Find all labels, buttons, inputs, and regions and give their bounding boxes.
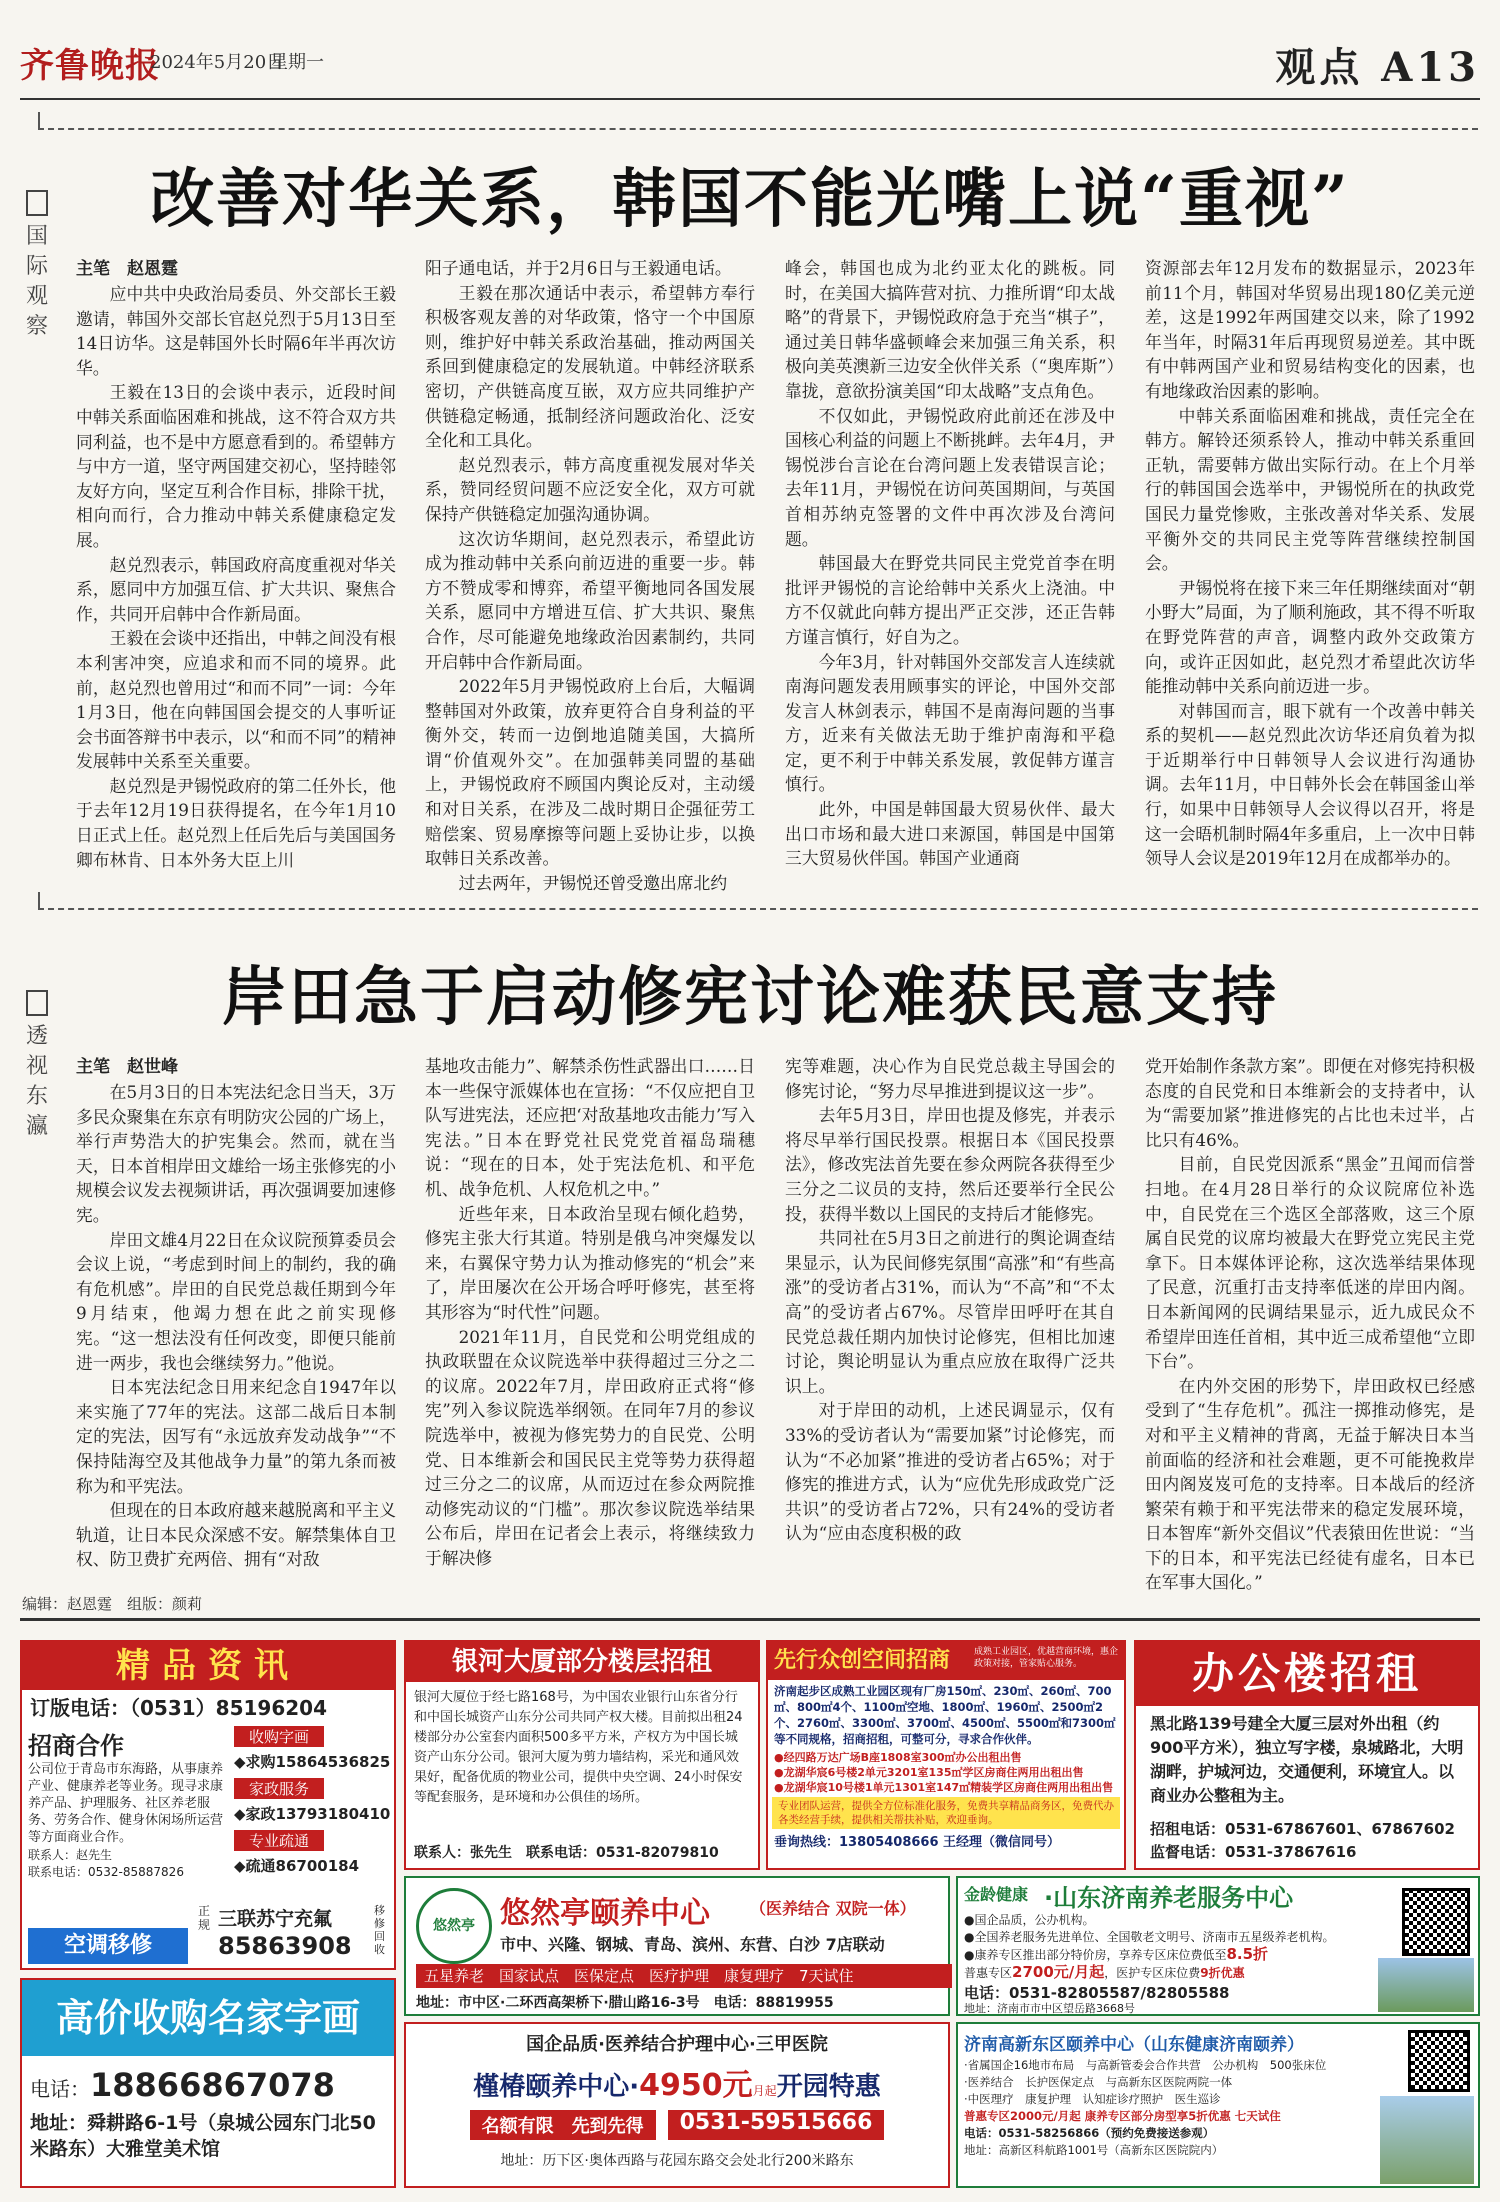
article2-byline: 主笔 赵世峰 xyxy=(76,1057,178,1077)
paragraph: 韩国最大在野党共同民主党党首李在明批评尹锡悦的言论给韩中关系火上浇油。中方不仅就此向韩方提出严正交涉，还正告韩方谨言慎行，好自为之。 xyxy=(785,553,1115,647)
paragraph: 2022年5月尹锡悦政府上台后，大幅调整韩国对外政策，放弃更符合自身利益的平衡外交，转而一边倒地追随美国，大搞所谓“价值观外交”。在加强韩美同盟的基础上，尹锡悦政府不顾国内舆论反对，主动缓和对日关系，在涉及二战时期日企强征劳工赔偿案、贸易摩擦等问题上妥协让步，以换取韩日关系改善。 xyxy=(425,676,755,869)
ad-youran xyxy=(404,1876,950,2016)
ad-calligraphy-addr-label: 地址： xyxy=(30,2112,88,2134)
paragraph: 王毅在13日的会谈中表示，近段时间中韩关系面临困难和挑战，这不符合双方共同利益，也不是中方愿意看到的。希望韩方与中方一道，坚守两国建交初心，坚持睦邻友好方向，坚定互利合作目标，排除干扰，相向而行，合力推动中韩关系健康稳定发展。 xyxy=(76,382,396,550)
article1-column-text: 国际观察 xyxy=(26,224,49,339)
ad-jinling-l2: ●全国养老服务先进单位、全国敬老文明号、济南市五星级养老机构。 xyxy=(964,1930,1335,1944)
ad-youran-badges: 五星养老 国家试点 医保定点 医疗护理 康复理疗 7天试住 xyxy=(416,1964,952,1988)
article1-col4 xyxy=(1145,256,1475,868)
paragraph: 阳子通电话，并于2月6日与王毅通电话。 xyxy=(425,258,732,278)
column-box-icon-2 xyxy=(26,990,48,1016)
ad-jingpin-phone: 订版电话：（0531）85196204 xyxy=(30,1696,327,1720)
masthead-rule xyxy=(20,98,1480,100)
article2-column-label xyxy=(22,990,52,1142)
ad-yinhe xyxy=(404,1640,760,1870)
ad-jinling-title: ·山东济南养老服务中心 xyxy=(1044,1884,1294,1912)
ad-youran-logo: 悠然亭 xyxy=(416,1888,492,1964)
ad-gaoxin-l2: ·医养结合 长护医保定点 与高新东区医院两院一体 xyxy=(964,2075,1233,2089)
article2-column-text: 透视东瀛 xyxy=(26,1024,49,1139)
issue-weekday: 星期一 xyxy=(270,52,324,73)
ad-jinling-l4: 普惠专区 xyxy=(964,1966,1013,1980)
mid-dashed-rule xyxy=(38,908,1478,910)
ad-home-phone: ◆家政13793180410 xyxy=(234,1805,391,1823)
ad-gaoxin-l3: ·中医理疗 康复护理 认知症诊疗照护 医生巡诊 xyxy=(964,2092,1221,2106)
paragraph: 王毅在会谈中还指出，中韩之间没有根本利害冲突，应追求和而不同的境界。此前，赵兑烈也曾用过“和而不同”一词：今年1月3日，他在向韩国国会提交的人事听证会书面答辩书中表示，以“和而不同”的精神发展韩中关系至关重要。 xyxy=(76,628,396,772)
paragraph: 宪等难题，决心作为自民党总裁主导国会的修宪讨论，“努力尽早推进到提议这一步”。 xyxy=(785,1056,1115,1101)
ad-youran-title: 悠然亭颐养中心 xyxy=(500,1896,710,1931)
ad-office-title: 办公楼招租 xyxy=(1136,1642,1478,1706)
ad-calligraphy xyxy=(20,1978,396,2188)
article1-col2 xyxy=(425,256,755,893)
paragraph: 对于岸田的动机，上述民调显示，仅有33%的受访者认为“需要加紧”讨论修宪，而认为“不必加紧”推进的受访者占65%；对于修宪的推进方式，认为“应优先形成政党广泛共识”的受访者占72%，只有24%的受访者认为“应由态度积极的政 xyxy=(785,1400,1115,1544)
article2-col3 xyxy=(785,1054,1115,1572)
ad-office xyxy=(1134,1640,1480,1870)
ad-buy-tag: 收购字画 xyxy=(234,1726,324,1747)
paragraph: 不仅如此，尹锡悦政府此前还在涉及中国核心利益的问题上不断挑衅。去年4月，尹锡悦涉台言论在台湾问题上发表错误言论；去年11月，尹锡悦在访问英国期间，与英国首相苏纳克签署的文件中再次涉及台湾问题。 xyxy=(785,405,1115,549)
paragraph: 此外，中国是韩国最大贸易伙伴、最大出口市场和最大进口来源国，韩国是中国第三大贸易伙伴国。韩国产业通商 xyxy=(785,799,1115,869)
ad-xianxing-body: 济南起步区成熟工业园区现有厂房150㎡、230㎡、260㎡、700㎡、800㎡4个、1100㎡空地、1800㎡、1960㎡、2500㎡2个、2760㎡、3300㎡、3700㎡、4500㎡、5500㎡和7300㎡等不同规格，招商招租，可整可分，寻求合作伙伴。 xyxy=(774,1684,1116,1746)
ad-jinchun-price: 4950元 xyxy=(639,2068,753,2103)
paragraph: 今年3月，针对韩国外交部发言人连续就南海问题发表用顾事实的评论，中国外交部发言人林剑表示，韩国不是南海问题的当事方，近来有关做法无助于维护南海和平稳定，更不利于中韩关系发展，敦促韩方谨言慎行。 xyxy=(785,651,1115,795)
paragraph: 过去两年，尹锡悦还曾受邀出席北约 xyxy=(458,872,728,893)
ad-home-tag: 家政服务 xyxy=(234,1778,324,1799)
editor-credit: 编辑：赵恩霆 组版：颜莉 xyxy=(22,1595,203,1613)
paragraph: 去年5月3日，岸田也提及修宪，并表示将尽早举行国民投票。根据日本《国民投票法》，修改宪法首先要在参众两院各获得至少三分之二议员的支持，然后还要举行全民公投，获得半数以上国民的支持后才能修宪。 xyxy=(785,1105,1115,1224)
rule-corner-2 xyxy=(38,892,40,910)
paragraph: 基地攻击能力”、解禁杀伤性武器出口……日本一些保守派媒体也在宣扬：“不仅应把自卫队写进宪法，还应把‘对敌基地攻击能力’写入宪法。”日本在野党社民党党首福岛瑞穗说：“现在的日本，处于宪法危机、和平危机、战争危机、人权危机之中。” xyxy=(425,1056,755,1199)
top-dashed-rule xyxy=(38,128,1478,130)
paragraph: 日本宪法纪念日用来纪念自1947年以来实施了77年的宪法。这部二战后日本制定的宪法，因写有“永远放弃发动战争”“不保持陆海空及其他战争力量”的第九条而被称为和平宪法。 xyxy=(76,1377,396,1496)
paragraph: 峰会，韩国也成为北约亚太化的跳板。同时，在美国大搞阵营对抗、力推所谓“印太战略”的背景下，尹锡悦政府急于充当“棋子”，通过美日韩华盛顿峰会来加强三角关系，积极向美英澳新三边安全伙伴关系（“奥库斯”）靠拢，意欲扮演美国“印太战略”支点角色。 xyxy=(785,258,1115,401)
ad-ac-note: 正规 xyxy=(198,1904,211,1932)
paragraph: 近些年来，日本政治呈现右倾化趋势，修宪主张大行其道。特别是俄乌冲突爆发以来，右翼保守势力认为推动修宪的“机会”来了，岸田屡次在公开场合呼吁修宪，甚至将其形容为“时代性”问题。 xyxy=(425,1203,755,1322)
ad-xianxing-hotline: 垂询热线：13805408666 王经理（微信同号） xyxy=(774,1835,1061,1850)
issue-date: 2024年5月20日 xyxy=(150,52,285,73)
ad-jinling-l4c: ，医护专区床位费 xyxy=(1104,1966,1201,1980)
ad-gaoxin-phone: 电话：0531-58256866（预约免费接送参观） xyxy=(964,2126,1215,2140)
ad-yinhe-title: 银河大厦部分楼层招租 xyxy=(406,1642,758,1682)
ad-jinling-qr-code xyxy=(1402,1888,1470,1956)
article2-col2 xyxy=(425,1054,755,1572)
ad-ac-company: 三联苏宁充氟 xyxy=(218,1908,333,1930)
paragraph: 对韩国而言，眼下就有一个改善中韩关系的契机——赵兑烈此次访华还肩负着为拟于近期举行中日韩领导人会议进行沟通协调。去年11月，中日韩外长会在韩国釜山举行，如果中日韩领导人会议得以召开，将是这一会晤机制时隔4年多重启，上一次中日韩领导人会议是2019年12月在成都举办的。 xyxy=(1145,700,1475,869)
article2-col4 xyxy=(1145,1054,1475,1593)
ad-gaoxin xyxy=(956,2022,1480,2188)
paragraph: 中韩关系面临困难和挑战，责任完全在韩方。解铃还须系铃人，推动中韩关系重回正轨，需要韩方做出实际行动。在上个月举行的韩国国会选举中，尹锡悦所在的执政党国民力量党惨败，主张改善对华关系、发展平衡外交的共同民主党等阵营继续控制国会。 xyxy=(1145,405,1475,574)
ad-jinling-l4b: 2700元/月起 xyxy=(1012,1963,1105,1981)
ad-jinchun-phone: 0531-59515666 xyxy=(668,2110,885,2140)
ad-xianxing xyxy=(766,1640,1126,1870)
ad-ac-tag: 空调移修 xyxy=(28,1928,188,1964)
ad-gaoxin-addr: 地址：高新区科航路1001号（高新东区医院院内） xyxy=(964,2143,1224,2157)
ad-calligraphy-addr: 舜耕路6-1号（泉城公园东门北50米路东）大雅堂美术馆 xyxy=(30,2112,376,2160)
paragraph: 共同社在5月3日之前进行的舆论调查结果显示，认为民间修宪氛围“高涨”和“有些高涨”的受访者占31%，而认为“不高”和“不太高”的受访者占67%。尽管岸田呼吁在其自民党总裁任期内加快讨论修宪，但相比加速讨论，舆论明显认为重点应放在取得广泛共识上。 xyxy=(785,1228,1115,1396)
article1-col1 xyxy=(76,282,396,868)
ad-xianxing-tag: 成熟工业园区，优越营商环境，惠企政策对接，管家贴心服务。 xyxy=(974,1647,1119,1669)
ad-xianxing-l4: 专业团队运营，提供全方位标准化服务，免费共享精品商务区，免费代办各类经营手续，提供相关帮扶补贴，欢迎垂询。 xyxy=(772,1797,1120,1829)
article1-byline: 主笔 赵恩霆 xyxy=(76,259,178,279)
ad-gaoxin-building-photo xyxy=(1380,2096,1474,2184)
ad-jinchun-addr: 地址：历下区·奥体西路与花园东路交会处北行200米路东 xyxy=(500,2153,854,2169)
ad-office-phone2: 监督电话：0531-37867616 xyxy=(1150,1843,1357,1861)
paragraph: 赵兑烈表示，韩方高度重视发展对华关系，赞同经贸问题不应泛安全化，双方可就保持产供链稳定加强沟通协调。 xyxy=(425,454,755,524)
paragraph: 在5月3日的日本宪法纪念日当天，3万多民众聚集在东京有明防灾公园的广场上，举行声势浩大的护宪集会。然而，就在当天，日本首相岸田文雄给一场主张修宪的小规模会议发去视频讲话，再次强调要加速修宪。 xyxy=(76,1082,396,1225)
ad-calligraphy-big: 高价收购名家字画 xyxy=(22,1980,394,2056)
rule-corner xyxy=(38,112,40,130)
ad-recruit-body: 公司位于青岛市东海路，从事康养产业、健康养老等业务。现寻求康养产品、护理服务、社区养老服务、劳务合作、健身休闲场所运营等方面商业合作。 xyxy=(28,1762,224,1845)
footer-rule xyxy=(20,1618,1480,1621)
ad-recruit-contact-phone: 联系电话：0532-85887826 xyxy=(28,1865,184,1879)
ad-jinchun-title: 槿椿颐养中心· xyxy=(473,2072,640,2102)
paragraph: 王毅在那次通话中表示，希望韩方奉行积极客观友善的对华政策，恪守一个中国原则，维护好中韩关系政治基础，推动两国关系回到健康稳定的发展轨道。中韩经济联系密切，产供链高度互嵌，双方应共同维护产供链稳定畅通，抵制经济问题政治化、泛安全化和工具化。 xyxy=(425,282,755,451)
ad-calligraphy-phone-label: 电话： xyxy=(30,2077,90,2101)
ad-buy-phone: ◆求购15864536825 xyxy=(234,1753,391,1771)
paragraph: 这次访华期间，赵兑烈表示，希望此访成为推动韩中关系向前迈进的重要一步。韩方不赞成零和博弈，希望平衡地同各国发展关系，愿同中方增进互信、扩大共识、聚焦合作，尽可能避免地缘政治因素制约，共同开启韩中合作新局面。 xyxy=(425,528,755,672)
section-page: 观点 A13 xyxy=(1275,44,1480,91)
ad-youran-tag: （医养结合 双院一体） xyxy=(750,1899,916,1918)
ad-jinling-l3b: 8.5折 xyxy=(1226,1945,1269,1963)
paragraph: 应中共中央政治局委员、外交部长王毅邀请，韩国外交部长官赵兑烈于5月13日至14日访华。这是韩国外长时隔6年半再次访华。 xyxy=(76,284,396,378)
ad-gaoxin-l1: ·省属国企16地市布局 与高新管委会合作共营 公办机构 500张床位 xyxy=(964,2058,1327,2072)
column-box-icon xyxy=(26,190,48,216)
article1-column-label xyxy=(22,190,52,342)
ad-ac-side: 移修回收 xyxy=(374,1904,385,1956)
ad-jinling-l3: ●康养专区推出部分特价房，享养专区床位费低至 xyxy=(964,1948,1227,1962)
ad-jinchun-open: 开园特惠 xyxy=(776,2072,881,2102)
ad-xianxing-title: 先行众创空间招商 xyxy=(774,1648,951,1673)
ad-jinling-brand: 金龄健康 xyxy=(964,1885,1029,1904)
ad-jinchun-top: 国企品质·医养结合护理中心·三甲医院 xyxy=(526,2034,828,2055)
ad-jinchun xyxy=(404,2022,950,2188)
ad-yinhe-contact: 联系人：张先生 联系电话：0531-82079810 xyxy=(414,1845,719,1861)
paragraph: 赵兑烈表示，韩国政府高度重视对华关系，愿同中方加强互信、扩大共识、聚焦合作，共同开启韩中合作新局面。 xyxy=(76,554,396,624)
article1-col3 xyxy=(785,256,1115,868)
ad-jingpin-title: 精品资讯 xyxy=(22,1642,394,1690)
paragraph: 岸田文雄4月22日在众议院预算委员会会议上说，“考虑到时间上的制约，我的确有危机感”。岸田的自民党总裁任期到今年9月结束，他竭力想在此之前实现修宪。“这一想法没有任何改变，即便只能前进一两步，我也会继续努力。”他说。 xyxy=(76,1229,396,1373)
ad-jingpin xyxy=(20,1640,396,1970)
ad-recruit-contact: 联系人：赵先生 xyxy=(28,1848,113,1862)
ad-ac-phone: 85863908 xyxy=(218,1932,352,1960)
ad-youran-addr: 地址：市中区·二环西高架桥下·腊山路16-3号 电话：88819955 xyxy=(416,1995,834,2011)
ad-jinling-building-photo xyxy=(1378,1958,1474,2012)
paragraph: 资源部去年12月发布的数据显示，2023年前11个月，韩国对华贸易出现180亿美元逆差，这是1992年两国建交以来，除了1992年当年，时隔31年后再现贸易逆差。其中既有中韩两国产业和贸易结构变化的因素，也有地缘政治因素的影响。 xyxy=(1145,258,1475,401)
ad-jinling-addr: 地址：济南市市中区望岳路3668号 xyxy=(964,2002,1135,2015)
ad-office-body: 黑北路139号建全大厦三层对外出租（约900平方米），独立写字楼，泉城路北，大明湖畔，护城河边，交通便利，环境宜人。以商业办公整租为主。 xyxy=(1150,1714,1464,1805)
article2-col1 xyxy=(76,1080,396,1572)
article2-headline: 岸田急于启动修宪讨论难获民意支持 xyxy=(222,960,1278,1035)
ad-xianxing-l2: ●龙湖华宸6号楼2单元3201室135㎡学区房商住两用出租出售 xyxy=(774,1766,1084,1779)
paragraph: 党开始制作条款方案”。即便在对修宪持积极态度的自民党和日本维新会的支持者中，认为“需要加紧”推进修宪的占比也未过半，占比只有46%。 xyxy=(1145,1056,1475,1150)
ad-xianxing-l1: ●经四路万达广场B座1808室300㎡办公出租出售 xyxy=(774,1751,1022,1764)
paragraph: 但现在的日本政府越来越脱离和平主义轨道，让日本民众深感不安。解禁集体自卫权、防卫费扩充两倍、拥有“对敌 xyxy=(76,1500,396,1570)
ad-jinchun-limit: 名额有限 先到先得 xyxy=(470,2110,656,2140)
paragraph: 在内外交困的形势下，岸田政权已经感受到了“生存危机”。孤注一掷推动修宪，是对和平主义精神的背离，无益于解决日本当前面临的经济和社会难题，更不可能挽救岸田内阁岌岌可危的支持率。日本战后的经济繁荣有赖于和平宪法带来的稳定发展环境，日本智库“新外交倡议”代表猿田佐世说：“当下的日本，和平宪法已经徒有虚名，日本已在军事大国化。” xyxy=(1145,1375,1475,1593)
ad-jinchun-unit: 月起 xyxy=(752,2084,777,2098)
ad-gaoxin-l4: 普惠专区2000元/月起 康养专区部分房型享5折优惠 七天试住 xyxy=(964,2109,1281,2123)
ad-gaoxin-qr-code xyxy=(1408,2030,1470,2092)
ad-gaoxin-title: 济南高新东区颐养中心（山东健康济南颐养） xyxy=(964,2035,1304,2055)
ad-jinling xyxy=(956,1876,1480,2016)
paragraph: 2021年11月，自民党和公明党组成的执政联盟在众议院选举中获得超过三分之二的议席。2022年7月，岸田政府正式将“修宪”列入参议院选举纲领。在同年7月的参议院选举中，被视为修宪势力的自民党、公明党、日本维新会和国民民主党等势力获得超过三分之二的议席，从而迈过在参众两院推动修宪动议的“门槛”。那次参议院选举结果公布后，岸田在记者会上表示，将继续致力于解决修 xyxy=(425,1326,755,1568)
ad-jinling-l4d: 9折优惠 xyxy=(1200,1966,1245,1980)
article1-headline: 改善对华关系，韩国不能光嘴上说“重视” xyxy=(150,162,1350,237)
ad-jinling-l1: ●国企品质，公办机构。 xyxy=(964,1913,1095,1927)
ad-recruit-title: 招商合作 xyxy=(28,1732,124,1760)
newspaper-logo: 齐鲁晚报 xyxy=(20,46,160,86)
ad-pro-phone: ◆疏通86700184 xyxy=(234,1857,360,1875)
ad-yinhe-body: 银河大厦位于经七路168号，为中国农业银行山东省分行和中国长城资产山东分公司共同产权大楼。目前拟出租24楼部分办公室套内面积500多平方米，产权方为中国长城资产山东分公司。银河大厦为剪力墙结构，采光和通风效果好，配备优质的物业公司，提供中央空调、24小时保安等配套服务，是环境和办公俱佳的场所。 xyxy=(414,1690,743,1805)
paragraph: 目前，自民党因派系“黑金”丑闻而信誉扫地。在4月28日举行的众议院席位补选中，自民党在三个选区全部落败，这三个原属自民党的议席均被最大在野党立宪民主党拿下。日本媒体评论称，这次选举结果体现了民意，沉重打击支持率低迷的岸田内阁。日本新闻网的民调结果显示，近九成民众不希望岸田连任首相，其中近三成希望他“立即下台”。 xyxy=(1145,1154,1475,1372)
ad-calligraphy-phone: 18866867078 xyxy=(90,2066,335,2104)
ad-xianxing-l3: ●龙湖华宸10号楼1单元1301室147㎡精装学区房商住两用出租出售 xyxy=(774,1781,1114,1794)
paragraph: 赵兑烈是尹锡悦政府的第二任外长，他于去年12月19日获得提名，在今年1月10日正式上任。赵兑烈上任后先后与美国国务卿布林肯、日本外务大臣上川 xyxy=(76,775,396,870)
ad-pro-tag: 专业疏通 xyxy=(234,1830,324,1851)
ad-jinling-phone: 电话：0531-82805587/82805588 xyxy=(964,1984,1230,2002)
ad-office-phone1: 招租电话：0531-67867601、67867602 xyxy=(1150,1820,1455,1838)
ad-youran-cities: 市中、兴隆、钢城、青岛、滨州、东营、白沙 7店联动 xyxy=(500,1935,885,1954)
paragraph: 尹锡悦将在接下来三年任期继续面对“朝小野大”局面，为了顺利施政，其不得不听取在野党阵营的声音，调整内政外交政策方向，或许正因如此，赵兑烈才希望此次访华能推动韩中关系向前迈进一步。 xyxy=(1145,577,1475,697)
